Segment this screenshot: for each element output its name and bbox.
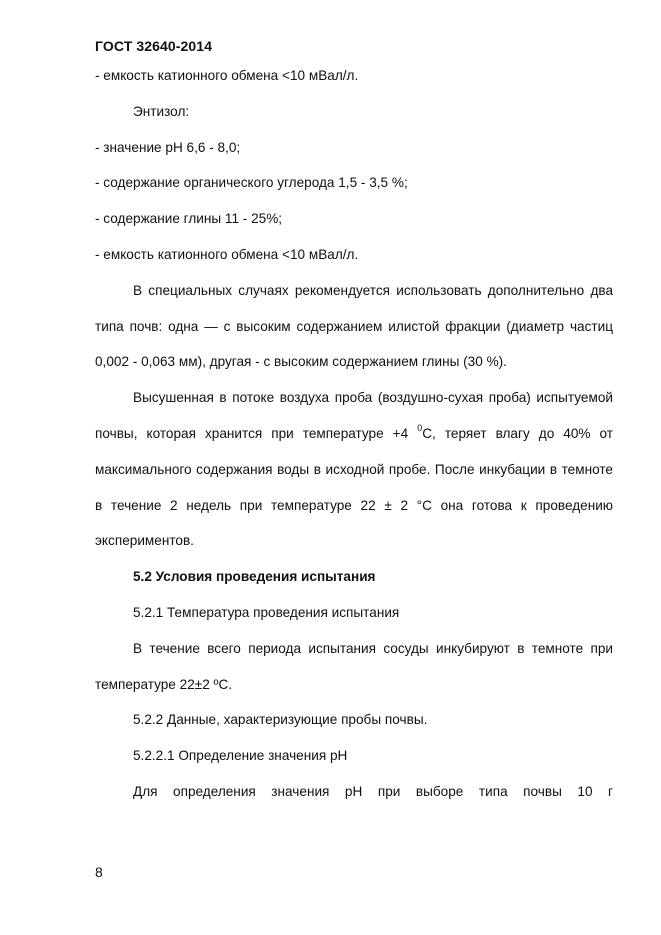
text-line: - емкость катионного обмена <10 мВал/л. bbox=[95, 246, 359, 262]
subsection-heading: 5.2.2.1 Определение значения рН bbox=[133, 748, 348, 764]
text-line: - содержание органического углерода 1,5 - 3,5 %; bbox=[95, 175, 408, 191]
paragraph-text: С, теряет влагу до 40% от максимального содержания воды в исходной пробе. После инкубации в темноте в течение 2 недель при температуре 22 ± 2 °С она готова к проведению экспериментов. bbox=[95, 425, 613, 549]
text-line: - содержание глины 11 - 25%; bbox=[95, 211, 283, 227]
text-line: Энтизол: bbox=[133, 103, 190, 119]
page-number: 8 bbox=[95, 864, 103, 880]
text-line: - емкость катионного обмена <10 мВал/л. bbox=[95, 68, 359, 83]
document-body bbox=[95, 58, 613, 810]
text-line: - значение рН 6,6 - 8,0; bbox=[95, 139, 241, 155]
subsection-heading: 5.2.2 Данные, характеризующие пробы почвы. bbox=[133, 712, 428, 728]
subsection-heading: 5.2.1 Температура проведения испытания bbox=[133, 604, 400, 620]
paragraph: В специальных случаях рекомендуется использовать дополнительно два типа почв: одна — с высоким содержанием илистой фракции (диаметр частиц 0,002 - 0,063 мм), другая - с высоким содержанием глины (30 %). bbox=[95, 282, 613, 370]
paragraph: В течение всего периода испытания сосуды инкубируют в темноте при температуре 22±2 ºС. bbox=[95, 640, 613, 692]
document-header: ГОСТ 32640-2014 bbox=[95, 38, 213, 54]
paragraph-text: Высушенная в потоке воздуха проба (воздушно-сухая проба) испытуемой почвы, которая хранится при температуре +4 bbox=[95, 390, 613, 441]
superscript: 0 bbox=[417, 423, 423, 434]
section-heading: 5.2 Условия проведения испытания bbox=[133, 569, 376, 585]
paragraph: Для определения значения рН при выборе типа почвы 10 г bbox=[133, 783, 613, 799]
paragraph bbox=[95, 380, 613, 559]
